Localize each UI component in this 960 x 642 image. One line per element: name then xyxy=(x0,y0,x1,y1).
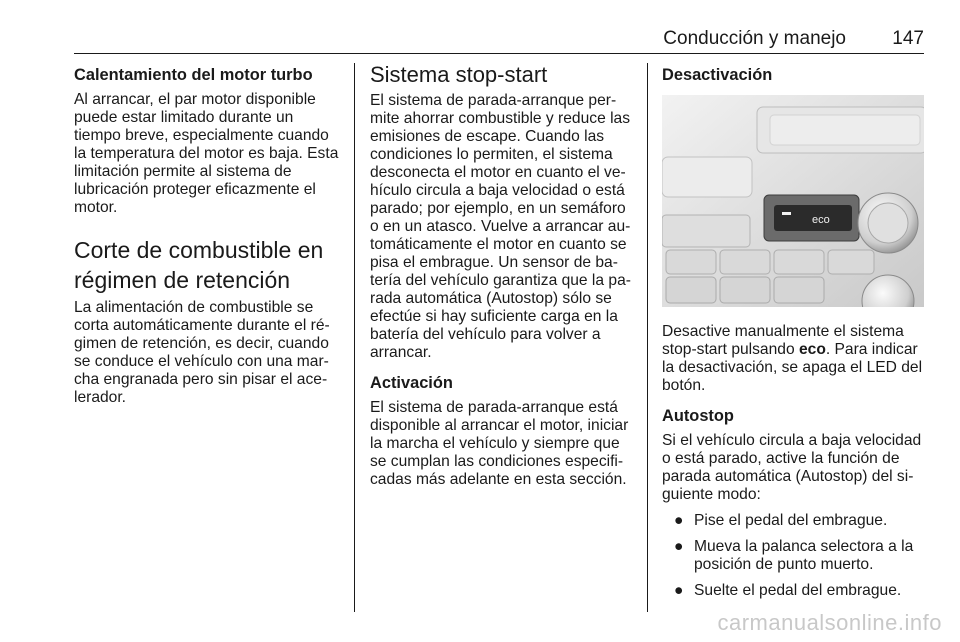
deactivation-text-b: . Para indicar la desactivación, se apaga el LED del botón. xyxy=(662,341,923,394)
bullet-icon: ● xyxy=(674,582,684,599)
page-header xyxy=(74,28,924,50)
bullet-icon: ● xyxy=(674,512,684,529)
column-divider-1 xyxy=(354,63,355,612)
autostop-steps-list xyxy=(662,512,926,600)
header-rule xyxy=(74,53,924,54)
heading-stop-start: Sistema stop-start xyxy=(370,62,548,87)
paragraph-activation: El sistema de parada-arranque está disponible al arrancar el motor, iniciar la marcha el vehículo y siempre que se cumplan las condiciones especificadas más adelante en esta sección. xyxy=(370,399,629,488)
paragraph-deactivation xyxy=(662,323,926,395)
list-item xyxy=(662,512,926,530)
running-title: Conducción y manejo xyxy=(663,28,846,49)
column-3 xyxy=(662,62,926,608)
heading-activation: Activación xyxy=(370,374,453,392)
paragraph-autostop: Si el vehículo circula a baja velocidad o está parado, active la función de parada automática (Autostop) del siguiente modo: xyxy=(662,432,922,503)
column-divider-2 xyxy=(647,63,648,612)
list-item-text: Mueva la palanca selectora a la posición de punto muerto. xyxy=(694,538,914,573)
bullet-icon: ● xyxy=(674,538,684,555)
list-item xyxy=(662,582,926,600)
eco-button-label: eco xyxy=(812,214,830,226)
watermark: carmanualsonline.info xyxy=(717,610,942,635)
column-2 xyxy=(370,62,634,489)
heading-fuel-cutoff: Corte de combustible en régimen de retención xyxy=(74,237,324,293)
page-number: 147 xyxy=(892,28,924,49)
eco-button-console-photo xyxy=(662,95,924,307)
eco-keyword: eco xyxy=(798,341,826,358)
deactivation-text-a: Desactive manualmente el sistema stop-start pulsando xyxy=(662,323,904,358)
heading-turbo-warmup: Calentamiento del motor turbo xyxy=(74,66,313,84)
column-1 xyxy=(74,62,340,407)
paragraph-fuel-cutoff: La alimentación de combustible se corta automáticamente durante el régimen de retención, es decir, cuando se conduce el vehículo con una marcha engranada pero sin pisar el acelerador. xyxy=(74,299,330,406)
paragraph-turbo-warmup: Al arrancar, el par motor disponible puede estar limitado durante un tiempo breve, especialmente cuando la temperatura del motor es baja. Esta limitación permite al sistema de lubricación proteger eficazmente el motor. xyxy=(74,91,339,216)
list-item xyxy=(662,538,926,574)
paragraph-stop-start: El sistema de parada-arranque permite ahorrar combustible y reduce las emisiones de escape. Cuando las condiciones lo permiten, el sistema desconecta el motor en cuanto el vehículo circula a baja velocidad o está parado; por ejemplo, en un semáforo o en un atasco. Vuelve a arrancar automáticamente el motor en cuanto se pisa el embrague. Un sensor de batería del vehículo garantiza que la parada automática (Autostop) sólo se efectúe si hay suficiente carga en la batería del vehículo para volver a arrancar. xyxy=(370,92,631,361)
list-item-text: Suelte el pedal del embrague. xyxy=(694,582,902,599)
heading-deactivation: Desactivación xyxy=(662,66,773,84)
list-item-text: Pise el pedal del embrague. xyxy=(694,512,888,529)
heading-autostop: Autostop xyxy=(662,407,734,425)
